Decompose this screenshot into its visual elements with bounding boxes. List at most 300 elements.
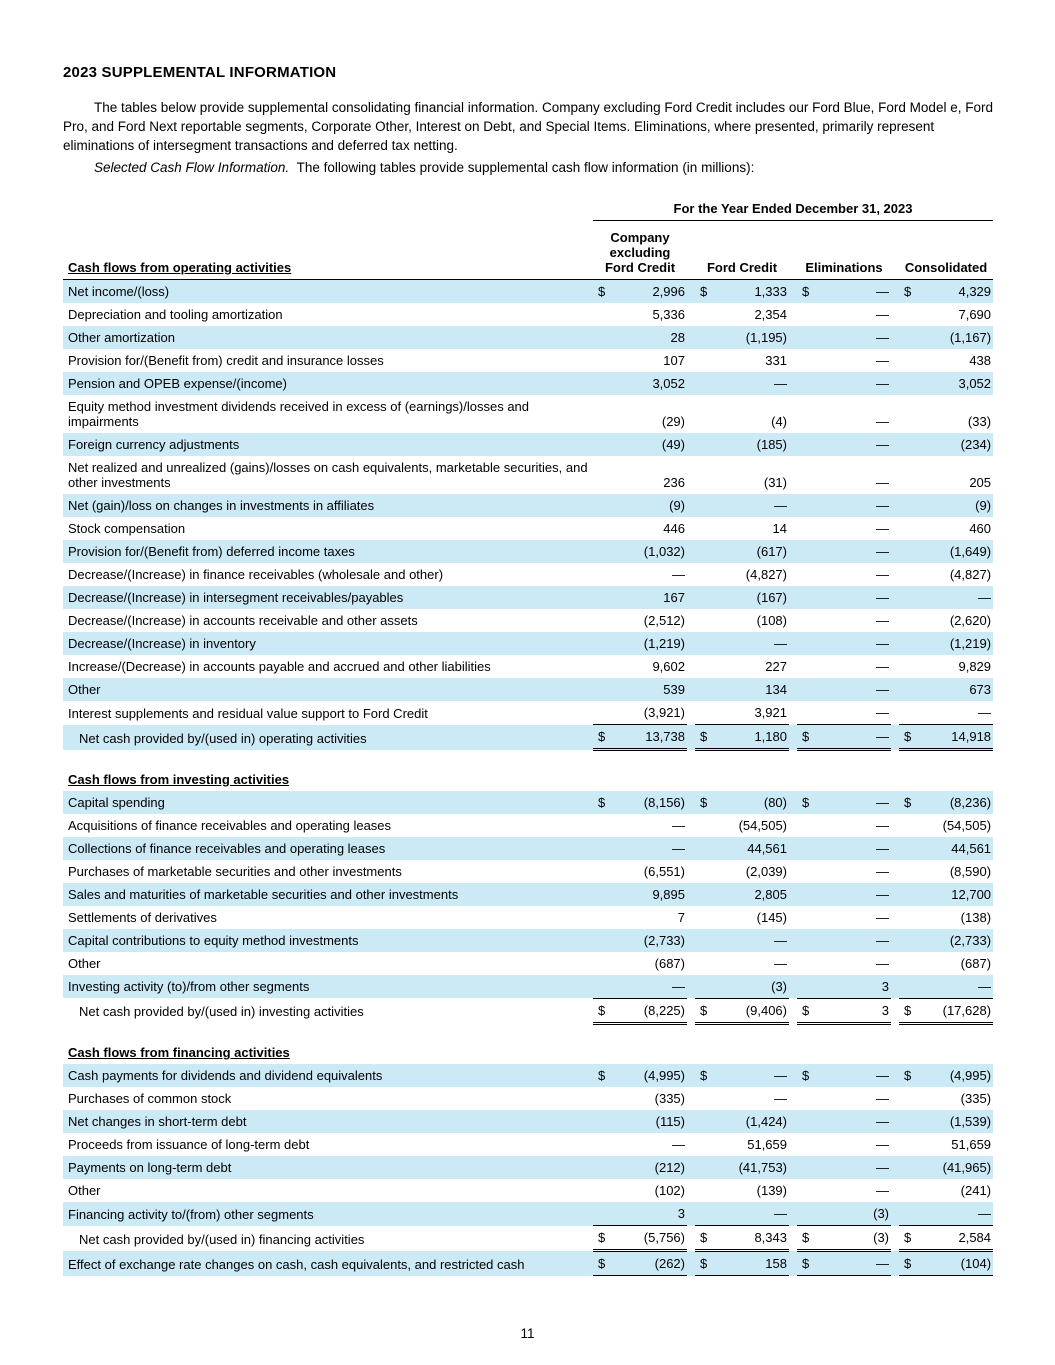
row-label: Provision for/(Benefit from) deferred income taxes	[63, 540, 593, 563]
column-gap	[891, 791, 899, 814]
dollar-sign-cell	[797, 433, 817, 456]
value-cell: —	[817, 883, 891, 906]
table-row	[63, 1179, 993, 1202]
dollar-sign-cell	[899, 540, 919, 563]
value-cell: 167	[613, 586, 687, 609]
value-cell: (241)	[960, 1183, 992, 1198]
column-gap	[891, 609, 899, 632]
column-gap	[789, 655, 797, 678]
value-cell: —	[876, 414, 889, 429]
dollar-sign-cell	[797, 1156, 817, 1179]
dollar-sign-cell	[695, 349, 715, 372]
column-gap	[687, 1087, 695, 1110]
value-cell: —	[817, 725, 891, 750]
value-cell: (262)	[613, 1251, 687, 1276]
value-cell: 1,180	[715, 725, 789, 750]
value-cell: —	[672, 567, 685, 582]
dollar-sign-cell	[797, 303, 817, 326]
column-header-4: Consolidated	[899, 221, 993, 280]
selected-cashflow-label: Selected Cash Flow Information.	[94, 160, 290, 175]
column-gap	[687, 1133, 695, 1156]
dollar-sign-cell	[593, 586, 613, 609]
row-label: Collections of finance receivables and operating leases	[63, 837, 593, 860]
value-cell: —	[817, 1251, 891, 1276]
value-cell: 227	[765, 659, 787, 674]
value-cell: —	[876, 307, 889, 322]
selected-cashflow-text: The following tables provide supplemental cash flow information (in millions):	[296, 160, 755, 175]
row-label: Net cash provided by/(used in) investing activities	[79, 1004, 364, 1019]
dollar-sign-cell	[899, 586, 919, 609]
value-cell: 460	[969, 521, 992, 536]
table-row	[63, 456, 993, 494]
dollar-sign-cell	[593, 837, 613, 860]
dollar-sign-cell	[797, 395, 817, 433]
dollar-sign-cell	[797, 883, 817, 906]
column-gap	[891, 1087, 899, 1110]
spacer-cell	[63, 750, 993, 768]
column-gap	[891, 860, 899, 883]
total-row	[63, 725, 993, 750]
dollar-sign-cell	[797, 952, 817, 975]
value-cell: 51,659	[747, 1137, 787, 1152]
dollar-sign-cell	[593, 701, 613, 725]
column-gap	[687, 1226, 695, 1251]
value-cell: (49)	[613, 433, 687, 456]
dollar-sign-cell	[593, 609, 613, 632]
selected-cashflow-paragraph	[63, 158, 993, 177]
dollar-sign-cell	[797, 655, 817, 678]
value-cell: 9,602	[652, 659, 685, 674]
row-label: Acquisitions of finance receivables and operating leases	[68, 817, 392, 833]
column-gap	[891, 1226, 899, 1251]
value-cell: 8,343	[715, 1226, 789, 1251]
column-gap	[891, 655, 899, 678]
table-row	[63, 1064, 993, 1087]
dollar-sign-cell	[899, 563, 919, 586]
dollar-sign-cell	[593, 372, 613, 395]
row-label: Provision for/(Benefit from) credit and insurance losses	[68, 353, 384, 368]
dollar-sign-cell	[695, 860, 715, 883]
dollar-sign-cell	[797, 326, 817, 349]
dollar-sign-cell	[593, 1087, 613, 1110]
dollar-sign-cell	[593, 563, 613, 586]
value-cell: 4,329	[919, 280, 993, 304]
column-gap	[789, 814, 797, 837]
value-cell: 438	[969, 353, 992, 368]
value-cell: (6,551)	[643, 863, 685, 879]
column-gap	[687, 563, 695, 586]
row-label: Net realized and unrealized (gains)/losses on cash equivalents, marketable securities, and other investments	[68, 460, 588, 490]
dollar-sign-cell	[899, 814, 919, 837]
column-gap	[891, 998, 899, 1023]
row-label: Purchases of common stock	[68, 1091, 232, 1106]
column-gap	[687, 456, 695, 494]
column-gap	[789, 998, 797, 1023]
column-gap	[789, 1087, 797, 1110]
row-label: Net (gain)/loss on changes in investments in affiliates	[63, 494, 593, 517]
value-cell: (9)	[919, 494, 993, 517]
column-gap	[789, 372, 797, 395]
dollar-sign-cell	[695, 517, 715, 540]
dollar-sign-cell: $	[797, 998, 817, 1023]
dollar-sign-cell	[797, 372, 817, 395]
value-cell: —	[919, 975, 993, 999]
value-cell: (1,167)	[919, 326, 993, 349]
dollar-sign-cell: $	[695, 998, 715, 1023]
row-label: Capital contributions to equity method investments	[63, 929, 593, 952]
dollar-sign-cell	[695, 1133, 715, 1156]
value-cell: (9)	[613, 494, 687, 517]
dollar-sign-cell	[797, 1202, 817, 1226]
column-gap	[789, 1156, 797, 1179]
column-gap	[789, 303, 797, 326]
value-cell: (2,733)	[613, 929, 687, 952]
column-gap	[687, 1251, 695, 1276]
column-gap	[687, 349, 695, 372]
column-gap	[891, 678, 899, 701]
value-cell: (3)	[817, 1226, 891, 1251]
dollar-sign-cell	[797, 701, 817, 725]
value-cell: (4)	[771, 414, 787, 429]
value-cell: —	[876, 659, 889, 674]
value-cell: 2,996	[613, 280, 687, 304]
value-cell: (1,195)	[715, 326, 789, 349]
row-label: Decrease/(Increase) in finance receivables (wholesale and other)	[68, 567, 444, 582]
dollar-sign-cell: $	[593, 1251, 613, 1276]
value-cell: —	[876, 955, 889, 971]
dollar-sign-cell	[695, 326, 715, 349]
value-cell: —	[876, 475, 889, 490]
column-gap	[891, 906, 899, 929]
dollar-sign-cell	[899, 372, 919, 395]
column-gap	[687, 952, 695, 975]
dollar-sign-cell	[797, 929, 817, 952]
value-cell: (8,590)	[949, 863, 992, 879]
dollar-sign-cell: $	[593, 280, 613, 304]
column-gap	[891, 517, 899, 540]
value-cell: (4,827)	[745, 567, 787, 582]
value-cell: (687)	[960, 955, 992, 971]
value-cell: 12,700	[919, 883, 993, 906]
dollar-sign-cell	[899, 701, 919, 725]
spacer-row	[63, 1023, 993, 1041]
table-row	[63, 609, 993, 632]
dollar-sign-cell	[695, 678, 715, 701]
dollar-sign-cell	[797, 517, 817, 540]
table-row	[63, 952, 993, 975]
dollar-sign-cell	[797, 563, 817, 586]
column-gap	[891, 395, 899, 433]
value-cell: —	[817, 280, 891, 304]
dollar-sign-cell	[695, 456, 715, 494]
value-cell: (54,505)	[738, 817, 787, 833]
dollar-sign-cell	[695, 837, 715, 860]
dollar-sign-cell	[593, 517, 613, 540]
dollar-sign-cell: $	[899, 1251, 919, 1276]
value-cell: 3,052	[613, 372, 687, 395]
spacer-cell	[63, 1023, 993, 1041]
table-row	[63, 563, 993, 586]
row-label: Depreciation and tooling amortization	[68, 307, 283, 322]
column-gap	[687, 433, 695, 456]
column-gap	[891, 1064, 899, 1087]
column-gap	[891, 280, 899, 304]
dollar-sign-cell	[593, 433, 613, 456]
table-row	[63, 1156, 993, 1179]
column-gap	[687, 929, 695, 952]
column-gap	[789, 563, 797, 586]
dollar-sign-cell	[593, 952, 613, 975]
dollar-sign-cell	[797, 494, 817, 517]
value-cell: 3,921	[754, 705, 787, 720]
column-gap	[891, 814, 899, 837]
value-cell: —	[876, 863, 889, 879]
column-gap	[891, 725, 899, 750]
column-gap	[789, 1179, 797, 1202]
page-number: 11	[520, 1326, 535, 1341]
dollar-sign-cell	[899, 952, 919, 975]
column-gap	[687, 837, 695, 860]
dollar-sign-cell	[593, 883, 613, 906]
value-cell: 236	[663, 475, 685, 490]
column-gap	[687, 395, 695, 433]
value-cell: 673	[919, 678, 993, 701]
value-cell: —	[774, 955, 787, 971]
column-gap	[891, 632, 899, 655]
value-cell: —	[876, 567, 889, 582]
value-cell: 28	[613, 326, 687, 349]
column-gap	[789, 433, 797, 456]
value-cell: 44,561	[919, 837, 993, 860]
value-cell: (9,406)	[715, 998, 789, 1023]
dollar-sign-cell	[899, 1133, 919, 1156]
value-cell: —	[817, 1156, 891, 1179]
dollar-sign-cell	[899, 1087, 919, 1110]
dollar-sign-cell	[695, 1087, 715, 1110]
dollar-sign-cell	[593, 632, 613, 655]
table-row	[63, 326, 993, 349]
dollar-sign-cell: $	[695, 1251, 715, 1276]
value-cell: —	[876, 705, 889, 720]
dollar-sign-cell: $	[695, 1064, 715, 1087]
column-gap	[789, 1226, 797, 1251]
column-header-1: Company excluding Ford Credit	[593, 221, 687, 280]
column-gap	[687, 586, 695, 609]
dollar-sign-cell	[899, 1156, 919, 1179]
column-gap	[789, 494, 797, 517]
dollar-sign-cell	[899, 883, 919, 906]
dollar-sign-cell	[593, 395, 613, 433]
row-label: Decrease/(Increase) in inventory	[63, 632, 593, 655]
row-label: Net changes in short-term debt	[63, 1110, 593, 1133]
section-header-operating: Cash flows from operating activities	[63, 221, 593, 280]
dollar-sign-cell	[797, 1179, 817, 1202]
table-row	[63, 349, 993, 372]
value-cell: 7	[677, 909, 685, 925]
column-gap	[789, 791, 797, 814]
column-gap	[687, 906, 695, 929]
table-row	[63, 1110, 993, 1133]
dollar-sign-cell: $	[695, 1226, 715, 1251]
column-gap	[891, 837, 899, 860]
total-row	[63, 1226, 993, 1251]
column-gap	[789, 929, 797, 952]
value-cell: (102)	[654, 1183, 685, 1198]
dollar-sign-cell	[797, 906, 817, 929]
value-cell: (5,756)	[613, 1226, 687, 1251]
value-cell: —	[817, 837, 891, 860]
column-gap	[687, 303, 695, 326]
column-gap	[891, 586, 899, 609]
value-cell: —	[817, 433, 891, 456]
value-cell: 539	[613, 678, 687, 701]
column-gap	[789, 678, 797, 701]
column-gap	[789, 860, 797, 883]
dollar-sign-cell	[899, 326, 919, 349]
dollar-sign-cell	[899, 1202, 919, 1226]
column-gap	[891, 1156, 899, 1179]
row-label: Stock compensation	[68, 521, 186, 536]
dollar-sign-cell	[695, 814, 715, 837]
dollar-sign-cell	[695, 883, 715, 906]
column-gap	[687, 725, 695, 750]
value-cell: —	[817, 372, 891, 395]
dollar-sign-cell: $	[593, 1064, 613, 1087]
value-cell: (41,965)	[919, 1156, 993, 1179]
column-gap	[789, 632, 797, 655]
column-header-row	[63, 221, 993, 280]
dollar-sign-cell	[797, 678, 817, 701]
value-cell: (80)	[715, 791, 789, 814]
column-gap	[891, 563, 899, 586]
column-gap	[687, 372, 695, 395]
value-cell: —	[817, 586, 891, 609]
dollar-sign-cell	[899, 837, 919, 860]
value-cell: (335)	[654, 1091, 685, 1106]
value-cell: —	[817, 1110, 891, 1133]
column-gap	[687, 814, 695, 837]
value-cell: (4,995)	[919, 1064, 993, 1087]
value-cell: —	[715, 494, 789, 517]
value-cell: (108)	[756, 613, 787, 628]
row-label: Cash payments for dividends and dividend equivalents	[63, 1064, 593, 1087]
dollar-sign-cell	[899, 655, 919, 678]
column-gap	[687, 701, 695, 725]
column-gap	[891, 1110, 899, 1133]
dollar-sign-cell: $	[695, 725, 715, 750]
table-row	[63, 1202, 993, 1226]
dollar-sign-cell	[797, 540, 817, 563]
column-gap	[687, 860, 695, 883]
dollar-sign-cell	[593, 326, 613, 349]
value-cell: (1,219)	[919, 632, 993, 655]
dollar-sign-cell	[593, 929, 613, 952]
row-label: Settlements of derivatives	[68, 909, 217, 925]
column-gap	[789, 725, 797, 750]
column-gap	[687, 221, 695, 280]
dollar-sign-cell	[797, 1133, 817, 1156]
value-cell: (185)	[715, 433, 789, 456]
column-gap	[891, 372, 899, 395]
value-cell: 158	[715, 1251, 789, 1276]
column-gap	[891, 929, 899, 952]
value-cell: (138)	[960, 909, 992, 925]
value-cell: —	[715, 1064, 789, 1087]
column-gap	[891, 1179, 899, 1202]
column-gap	[687, 1156, 695, 1179]
dollar-sign-cell	[593, 349, 613, 372]
table-row	[63, 814, 993, 837]
value-cell: (33)	[967, 414, 992, 429]
dollar-sign-cell: $	[797, 1226, 817, 1251]
dollar-sign-cell	[695, 906, 715, 929]
dollar-sign-cell	[695, 1202, 715, 1226]
dollar-sign-cell	[695, 609, 715, 632]
dollar-sign-cell	[899, 975, 919, 999]
column-gap	[891, 456, 899, 494]
value-cell: —	[817, 1064, 891, 1087]
dollar-sign-cell	[593, 975, 613, 999]
row-label: Pension and OPEB expense/(income)	[63, 372, 593, 395]
column-gap	[789, 540, 797, 563]
value-cell: (29)	[661, 414, 685, 429]
value-cell: (1,424)	[715, 1110, 789, 1133]
dollar-sign-cell: $	[899, 725, 919, 750]
dollar-sign-cell	[797, 456, 817, 494]
column-gap	[789, 1133, 797, 1156]
value-cell: —	[715, 1202, 789, 1226]
value-cell: (3,921)	[643, 705, 685, 720]
dollar-sign-cell	[695, 975, 715, 999]
dollar-sign-cell: $	[899, 1064, 919, 1087]
column-gap	[789, 837, 797, 860]
value-cell: —	[715, 929, 789, 952]
dollar-sign-cell	[899, 678, 919, 701]
value-cell: (617)	[715, 540, 789, 563]
table-row	[63, 433, 993, 456]
section-header-row	[63, 1041, 993, 1064]
value-cell: —	[876, 909, 889, 925]
dollar-sign-cell	[695, 494, 715, 517]
value-cell: 3,052	[919, 372, 993, 395]
column-gap	[891, 1202, 899, 1226]
spacer-row	[63, 750, 993, 768]
column-gap	[789, 1110, 797, 1133]
value-cell: (234)	[919, 433, 993, 456]
column-gap	[687, 1202, 695, 1226]
column-gap	[891, 952, 899, 975]
column-gap	[891, 433, 899, 456]
value-cell: —	[715, 372, 789, 395]
dollar-sign-cell	[695, 563, 715, 586]
column-gap	[789, 952, 797, 975]
value-cell: —	[876, 817, 889, 833]
table-row	[63, 494, 993, 517]
column-gap	[891, 494, 899, 517]
table-row	[63, 372, 993, 395]
value-cell: (687)	[654, 955, 685, 971]
table-row	[63, 1251, 993, 1276]
dollar-sign-cell	[899, 929, 919, 952]
row-label: Proceeds from issuance of long-term debt	[68, 1137, 310, 1152]
table-row	[63, 701, 993, 725]
row-label: Foreign currency adjustments	[63, 433, 593, 456]
table-row	[63, 586, 993, 609]
dollar-sign-cell	[899, 349, 919, 372]
value-cell: (1,219)	[613, 632, 687, 655]
dollar-sign-cell: $	[593, 1226, 613, 1251]
section-header: Cash flows from investing activities	[68, 771, 290, 787]
